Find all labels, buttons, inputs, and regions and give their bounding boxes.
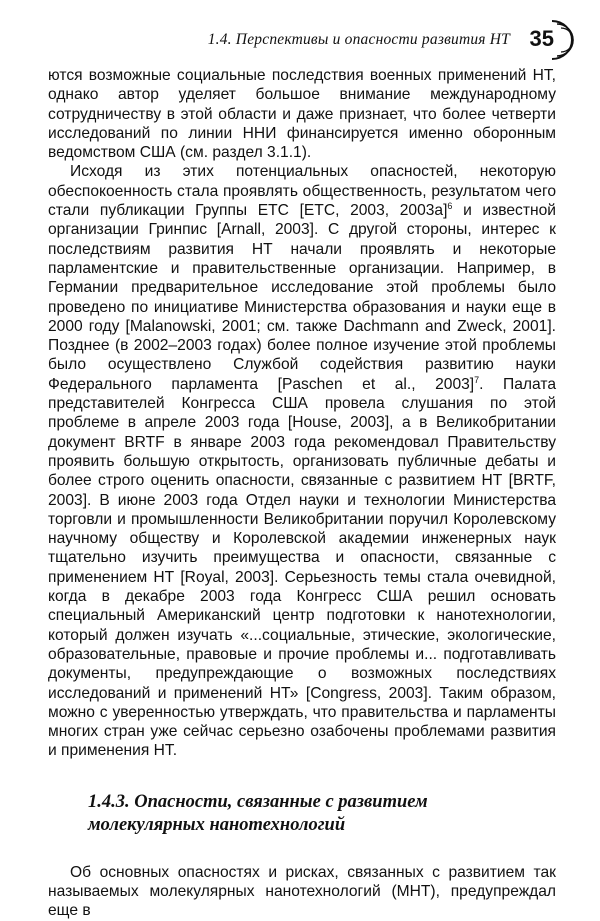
paragraph-continued: ются возможные социальные последствия военных применений НТ, однако автор уделяет большое внимание международному сотрудничеству в этой области и даже признает, что более четверти исследований по линии ННИ финансируется именно оборонным ведомством США (см. раздел 3.1.1). bbox=[48, 67, 556, 162]
section-heading-line: 1.4.3. Опасности, связанные с развитием bbox=[88, 791, 428, 812]
paragraph-text-part: . Палата представителей Конгресса США провела слушания по этой проблеме в апреле 2003 года [House, 2003], а в Великобритании документ BRTF в январе 2003 года рекомендовал Правительству проявить большую открытость, организовать публичные дебаты и более строго оценить опасности, связанные с развитием НТ [BRTF, 2003]. В июне 2003 года Отдел науки и технологии Министерства торговли и промышленности Великобритании поручил Королевскому научному обществу и Королевской академии инженерных наук тщательно изучить преимущества и опасности, связанные с применением НТ [Royal, 2003]. Серьезность темы стала очевидной, когда в декабре 2003 года Конгресс США решил основать специальный Американский центр подготовки к нанотехнологии, который должен изучать «...социальные, этические, экологические, образовательные, правовые и прочие проблемы и... подготавливать документы, предупреждающие о возможных последствиях исследований и применений НТ» [Congress, 2003]. Таким образом, можно с уверенностью утверждать, что правительства и парламенты многих стран уже сейчас серьезно озабочены проблемами развития и применения НТ. bbox=[48, 375, 556, 760]
page-number: 35 bbox=[529, 26, 554, 51]
paragraph-public-concern bbox=[48, 162, 556, 760]
page-header bbox=[0, 22, 600, 62]
page-number-arc-ornament bbox=[548, 18, 574, 62]
section-heading bbox=[88, 791, 556, 837]
page-body bbox=[48, 66, 556, 921]
footnote-ref: 7 bbox=[474, 374, 480, 385]
footnote-ref: 6 bbox=[447, 200, 453, 211]
paragraph-mnt: Об основных опасностях и рисках, связанных с развитием так называемых молекулярных нанотехнологий (МНТ), предупреждал еще в bbox=[48, 863, 556, 920]
paragraph-text-part: Исходя из этих потенциальных опасностей, некоторую обеспокоенность стала проявлять общественность, результатом чего стали публикации Группы ETC [ETC, 2003, 2003a] bbox=[48, 163, 556, 220]
paragraph-text-part: и известной организации Гринпис [Arnall, 2003]. С другой стороны, интерес к последствиям развития НТ начали проявлять и некоторые парламентские и правительственные организации. Например, в Германии предварительное исследование этой проблемы было проведено по инициативе Министерства образования и науки еще в 2000 году [Malanowski, 2001; см. также Dachmann and Zweck, 2001]. Позднее (в 2002–2003 годах) более полное изучение этой проблемы было осуществлено Службой содействия развитию науки Федерального парламента [Paschen et al., 2003] bbox=[48, 202, 556, 393]
running-head: 1.4. Перспективы и опасности развития НТ bbox=[207, 31, 510, 48]
section-heading-line: молекулярных нанотехнологий bbox=[88, 814, 346, 835]
